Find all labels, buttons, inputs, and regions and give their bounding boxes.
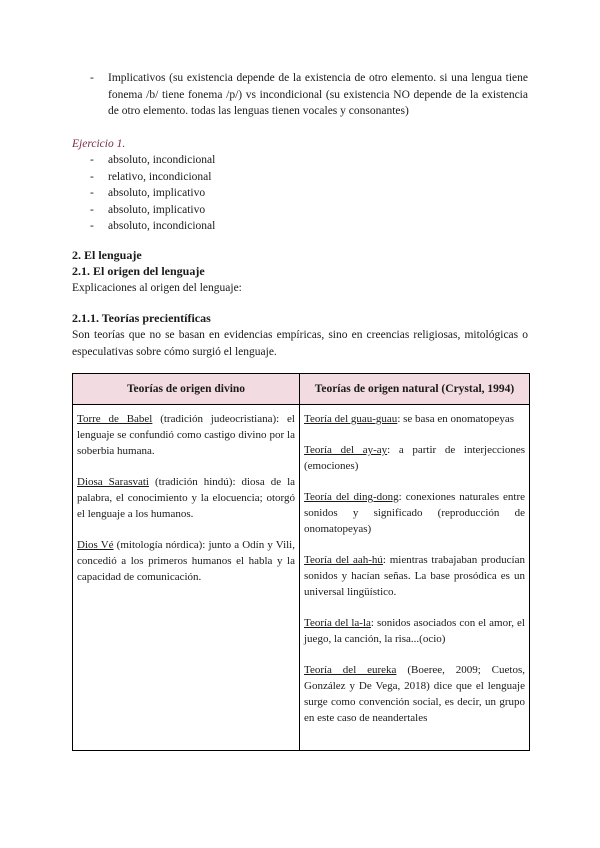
natural-column-header: Teorías de origen natural (Crystal, 1994) (300, 374, 530, 405)
theory-description: (Boeree, 2009; Cuetos, González y De Vega, 2018) dice que el lenguaje surge como convención social, es decir, un grupo en este caso de neandertales (304, 664, 525, 724)
list-item: - Implicativos (su existencia depende de la existencia de otro elemento. si una lengua tiene fonema /b/ tiene fonema /p/) vs incondicional (su existencia NO depende de la existencia de otro elemento. todas las lenguas tienen vocales y consonantes) (90, 70, 528, 120)
theories-table (72, 373, 530, 751)
divine-theories-cell (73, 405, 300, 751)
divine-theory (77, 411, 295, 459)
theory-description: (mitología nórdica): junto a Odín y Vili, concedió a los primeros humanos el habla y la capacidad de comunicación. (77, 539, 295, 583)
theory-description: : a partir de interjecciones (emociones) (304, 444, 525, 472)
list-item: - absoluto, implicativo (90, 202, 528, 219)
section-heading-2: 2. El lenguaje (72, 248, 142, 262)
natural-theory (304, 442, 525, 474)
theory-name: Teoría del ay-ay (304, 444, 388, 456)
divine-theory (77, 474, 295, 522)
natural-theory (304, 489, 525, 537)
exercise-title: Ejercicio 1. (72, 138, 126, 150)
section-heading-2-1-1: 2.1.1. Teorías precientíficas (72, 311, 211, 325)
section-heading-2-1: 2.1. El origen del lenguaje (72, 264, 205, 278)
natural-theory (304, 411, 525, 427)
theory-description: : conexiones naturales entre sonidos y significado (reproducción de onomatopeyas) (304, 491, 526, 535)
list-item: - absoluto, incondicional (90, 218, 528, 235)
theory-description: (tradición judeocristiana): el lenguaje se confundió como castigo divino por la soberbia humana. (77, 413, 295, 457)
table-header-row (73, 374, 530, 405)
theory-name: Torre de Babel (77, 413, 153, 425)
table-row (73, 405, 530, 751)
divine-column-header: Teorías de origen divino (73, 374, 300, 405)
intro-text: Explicaciones al origen del lenguaje: (72, 282, 242, 294)
theory-description: (tradición hindú): diosa de la palabra, el conocimiento y la elocuencia; otorgó el lenguaje a los humanos. (77, 476, 296, 520)
divine-theory (77, 537, 295, 585)
theory-name: Teoría del aah-hú (304, 554, 383, 566)
theory-name: Diosa Sarasvati (77, 476, 149, 488)
section-paragraph: Son teorías que no se basan en evidencias empíricas, sino en creencias religiosas, mitológicas o especulativas sobre cómo surgió el lenguaje. (72, 329, 528, 358)
theory-name: Teoría del eureka (304, 664, 397, 676)
theory-description: : se basa en onomatopeyas (397, 413, 514, 425)
list-item: - absoluto, implicativo (90, 185, 528, 202)
list-item: - relativo, incondicional (90, 169, 528, 186)
natural-theories-cell (300, 405, 530, 751)
exercise-answers-list (90, 152, 528, 235)
list-item: - absoluto, incondicional (90, 152, 528, 169)
theory-description: : mientras trabajaban producían sonidos y hacían señas. La base prosódica es un universal lingüístico. (304, 554, 525, 598)
theory-name: Teoría del la-la (304, 617, 371, 629)
natural-theory (304, 552, 525, 600)
theory-name: Dios Vé (77, 539, 114, 551)
natural-theory (304, 662, 525, 726)
implicativos-list (90, 70, 528, 120)
natural-theory (304, 615, 525, 647)
theory-name: Teoría del ding-dong (304, 491, 399, 503)
theory-description: : sonidos asociados con el amor, el juego, la canción, la risa...(ocio) (304, 617, 525, 645)
theory-name: Teoría del guau-guau (304, 413, 398, 425)
